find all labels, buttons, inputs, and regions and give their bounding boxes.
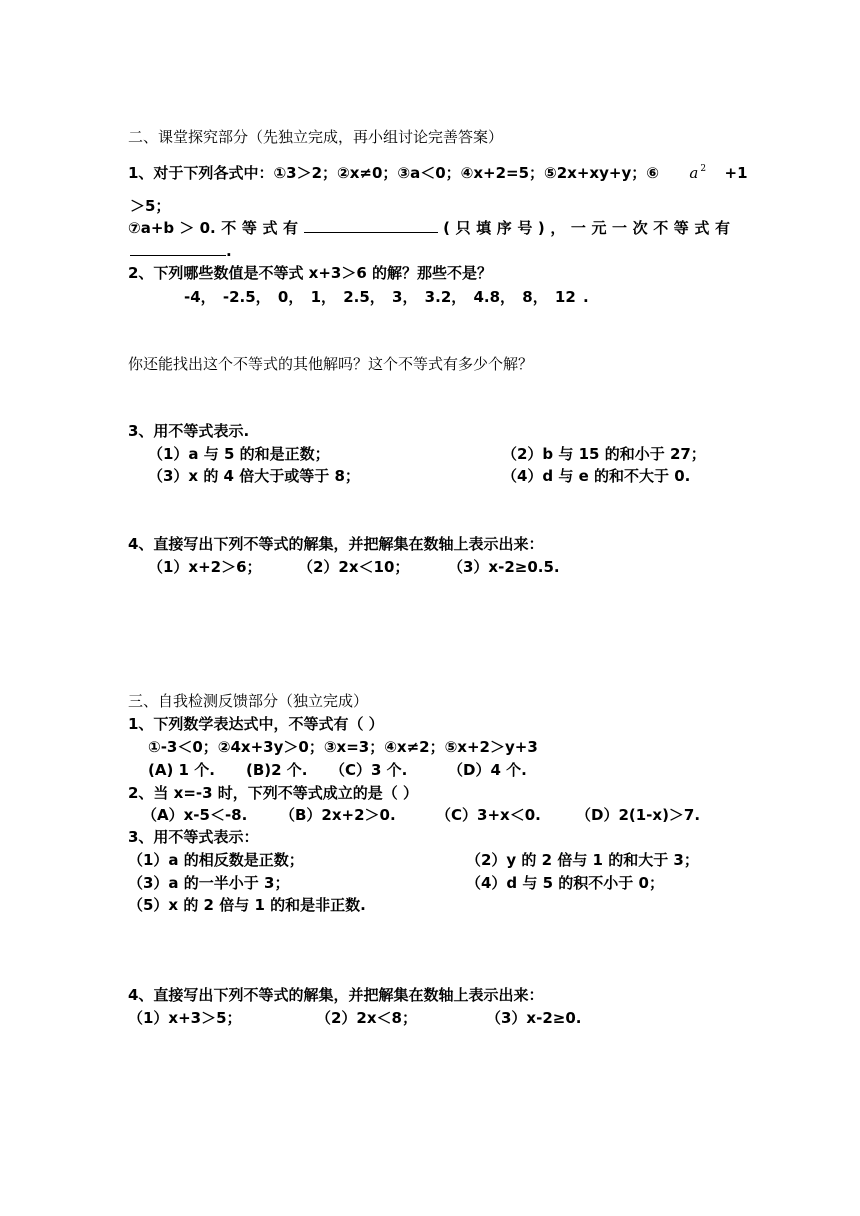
s2-q1-a-symbol: a	[689, 164, 699, 182]
s2-q1-line3-char: 元	[591, 219, 607, 237]
s2-q1-line2: ＞5；	[130, 197, 171, 215]
s2-q1-line3-char: 一	[570, 219, 586, 237]
s2-q1-exponent: 2	[700, 164, 707, 174]
s3-q1-option-b: (B)2 个.	[246, 761, 308, 779]
s3-q2-title: 2、当 x=-3 时，下列不等式成立的是（ ）	[128, 784, 419, 802]
s2-q3-item-1: （1）a 与 5 的和是正数；	[148, 445, 330, 463]
s3-q4-title: 4、直接写出下列不等式的解集，并把解集在数轴上表示出来：	[128, 986, 544, 1004]
s2-q1-line3-char: )	[537, 219, 545, 237]
s3-q3-title: 3、用不等式表示：	[128, 828, 259, 846]
s2-q1-line3-char: 等	[673, 219, 689, 237]
s3-q3-item-1: （1）a 的相反数是正数；	[128, 851, 304, 869]
s2-q1-line3-char: ，	[550, 219, 566, 237]
s3-q1-option-d: （D）4 个.	[448, 761, 527, 779]
s2-q3-item-2: （2）b 与 15 的和小于 27；	[502, 445, 706, 463]
s2-q1-line4-end: .	[226, 242, 232, 260]
s2-q1-line3-char: 号	[517, 219, 533, 237]
s3-q4-item-1: （1）x+3＞5；	[128, 1009, 242, 1027]
s2-q2-values: -4， -2.5， 0， 1， 2.5， 3， 3.2， 4.8， 8， 12 .	[184, 288, 589, 306]
s2-q1-line3-char: 次	[632, 219, 648, 237]
s3-q1-expressions: ①-3＜0；②4x+3y＞0；③x=3；④x≠2；⑤x+2＞y+3	[148, 738, 538, 756]
answer-blank-inequalities[interactable]	[304, 218, 438, 233]
s2-q1-line3-char: 有	[283, 219, 299, 237]
s2-q1-line3-char: 只	[455, 219, 471, 237]
s2-q1-line3-char: 填	[476, 219, 492, 237]
s3-q3-item-3: （3）a 的一半小于 3；	[128, 874, 290, 892]
section3-title: 三、自我检测反馈部分（独立完成）	[128, 692, 369, 710]
s2-q1-line3-char: 等	[241, 219, 257, 237]
s2-q4-item-1: （1）x+2＞6；	[148, 558, 262, 576]
s2-q2-question: 2、下列哪些数值是不等式 x+3＞6 的解？那些不是？	[128, 264, 493, 282]
s2-q4-item-3: （3）x-2≥0.5.	[448, 558, 560, 576]
answer-blank-linear[interactable]	[130, 241, 226, 256]
s2-q1-line3-char: (	[443, 219, 451, 237]
s2-q1-line1	[128, 163, 748, 186]
s2-q1-line3-char: ⑦a+b ＞ 0.	[128, 219, 216, 237]
s2-q3-item-3: （3）x 的 4 倍大于或等于 8；	[148, 467, 360, 485]
s2-q1-line3-char: 一	[612, 219, 628, 237]
s2-q1-line3	[128, 218, 730, 238]
s2-q3-title: 3、用不等式表示.	[128, 422, 250, 440]
s2-q1-line4	[130, 241, 232, 261]
s2-q1-line3-char: 不	[653, 219, 669, 237]
s2-q4-item-2: （2）2x＜10；	[298, 558, 410, 576]
s2-q3-item-4: （4）d 与 e 的和不大于 0.	[502, 467, 691, 485]
s3-q1-option-c: （C）3 个.	[330, 761, 408, 779]
s3-q3-item-5: （5）x 的 2 倍与 1 的和是非正数.	[128, 896, 366, 914]
s3-q2-option-b: （B）2x+2＞0.	[280, 806, 396, 824]
s2-q2-follow-up: 你还能找出这个不等式的其他解吗？这个不等式有多少个解？	[128, 355, 534, 373]
s2-q1-line3-char: 有	[714, 219, 730, 237]
s3-q4-item-3: （3）x-2≥0.	[486, 1009, 582, 1027]
s3-q4-item-2: （2）2x＜8；	[316, 1009, 417, 1027]
s2-q1-line3-char: 式	[262, 219, 278, 237]
s3-q2-option-c: （C）3+x＜0.	[436, 806, 541, 824]
s2-q1-line3-char: 式	[694, 219, 710, 237]
s2-q1-line3-char: 不	[221, 219, 237, 237]
section2-title: 二、课堂探究部分（先独立完成，再小组讨论完善答案）	[128, 128, 504, 146]
s2-q1-suffix: +1	[724, 164, 748, 182]
s3-q2-option-a: （A）x-5＜-8.	[142, 806, 248, 824]
s3-q2-option-d: （D）2(1-x)＞7.	[576, 806, 701, 824]
s3-q1-title: 1、下列数学表达式中，不等式有（ ）	[128, 715, 384, 733]
s3-q1-option-a: (A) 1 个.	[148, 761, 215, 779]
s3-q3-item-2: （2）y 的 2 倍与 1 的和大于 3；	[466, 851, 699, 869]
s2-q1-line3-char: 序	[496, 219, 512, 237]
s2-q1-prefix: 1、对于下列各式中：①3＞2；②x≠0；③a＜0；④x+2=5；⑤2x+xy+y；⑥	[128, 164, 659, 182]
s2-q4-title: 4、直接写出下列不等式的解集，并把解集在数轴上表示出来：	[128, 535, 544, 553]
s3-q3-item-4: （4）d 与 5 的积不小于 0；	[466, 874, 664, 892]
